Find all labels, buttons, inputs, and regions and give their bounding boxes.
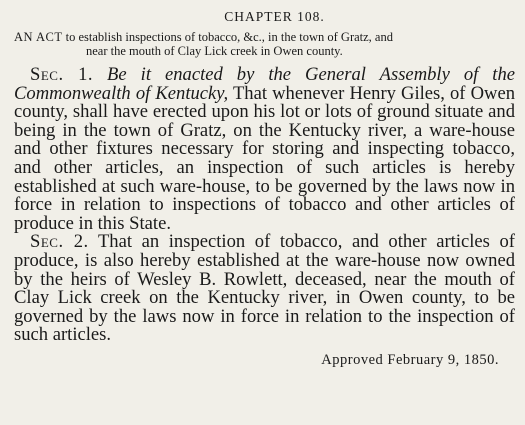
section-1-text: That whenever Henry Giles, of Owen county, shall have erected upon his lot or lots of ground situate and being in the town of Gratz, on the Kentucky river, a ware-house and other fixtures necessary for storing and inspecting tobacco, and other articles, an inspection of such articles is hereby established at such ware-house, to be governed by the laws now in force in relation to inspections of tobacco and other articles of produce in this State. <box>14 82 515 234</box>
section-2 <box>14 233 515 345</box>
section-2-text: That an inspection of tobacco, and other articles of produce, is also hereby established at the ware-house now owned by the heirs of Wesley B. Rowlett, deceased, near the mouth of Clay Lick creek on the Kentucky river, in Owen county, to be governed by the laws now in force in relation to the inspection of such articles. <box>14 231 516 346</box>
approval-date: Approved February 9, 1850. <box>321 351 499 368</box>
act-heading: AN ACT <box>14 30 63 44</box>
chapter-heading: CHAPTER 108. <box>224 9 325 24</box>
section-2-label: Sec. 2. <box>30 231 89 253</box>
section-1 <box>14 66 515 233</box>
act-title <box>14 30 515 58</box>
act-title-line-2: near the mouth of Clay Lick creek in Owen county. <box>86 44 343 58</box>
section-1-label: Sec. 1. <box>30 64 94 85</box>
enacting-clause: Be it enacted by the General Assembly of the Commonwealth of Kentucky, <box>14 64 515 104</box>
act-title-line-1: to establish inspections of tobacco, &c., in the town of Gratz, and <box>62 30 393 44</box>
